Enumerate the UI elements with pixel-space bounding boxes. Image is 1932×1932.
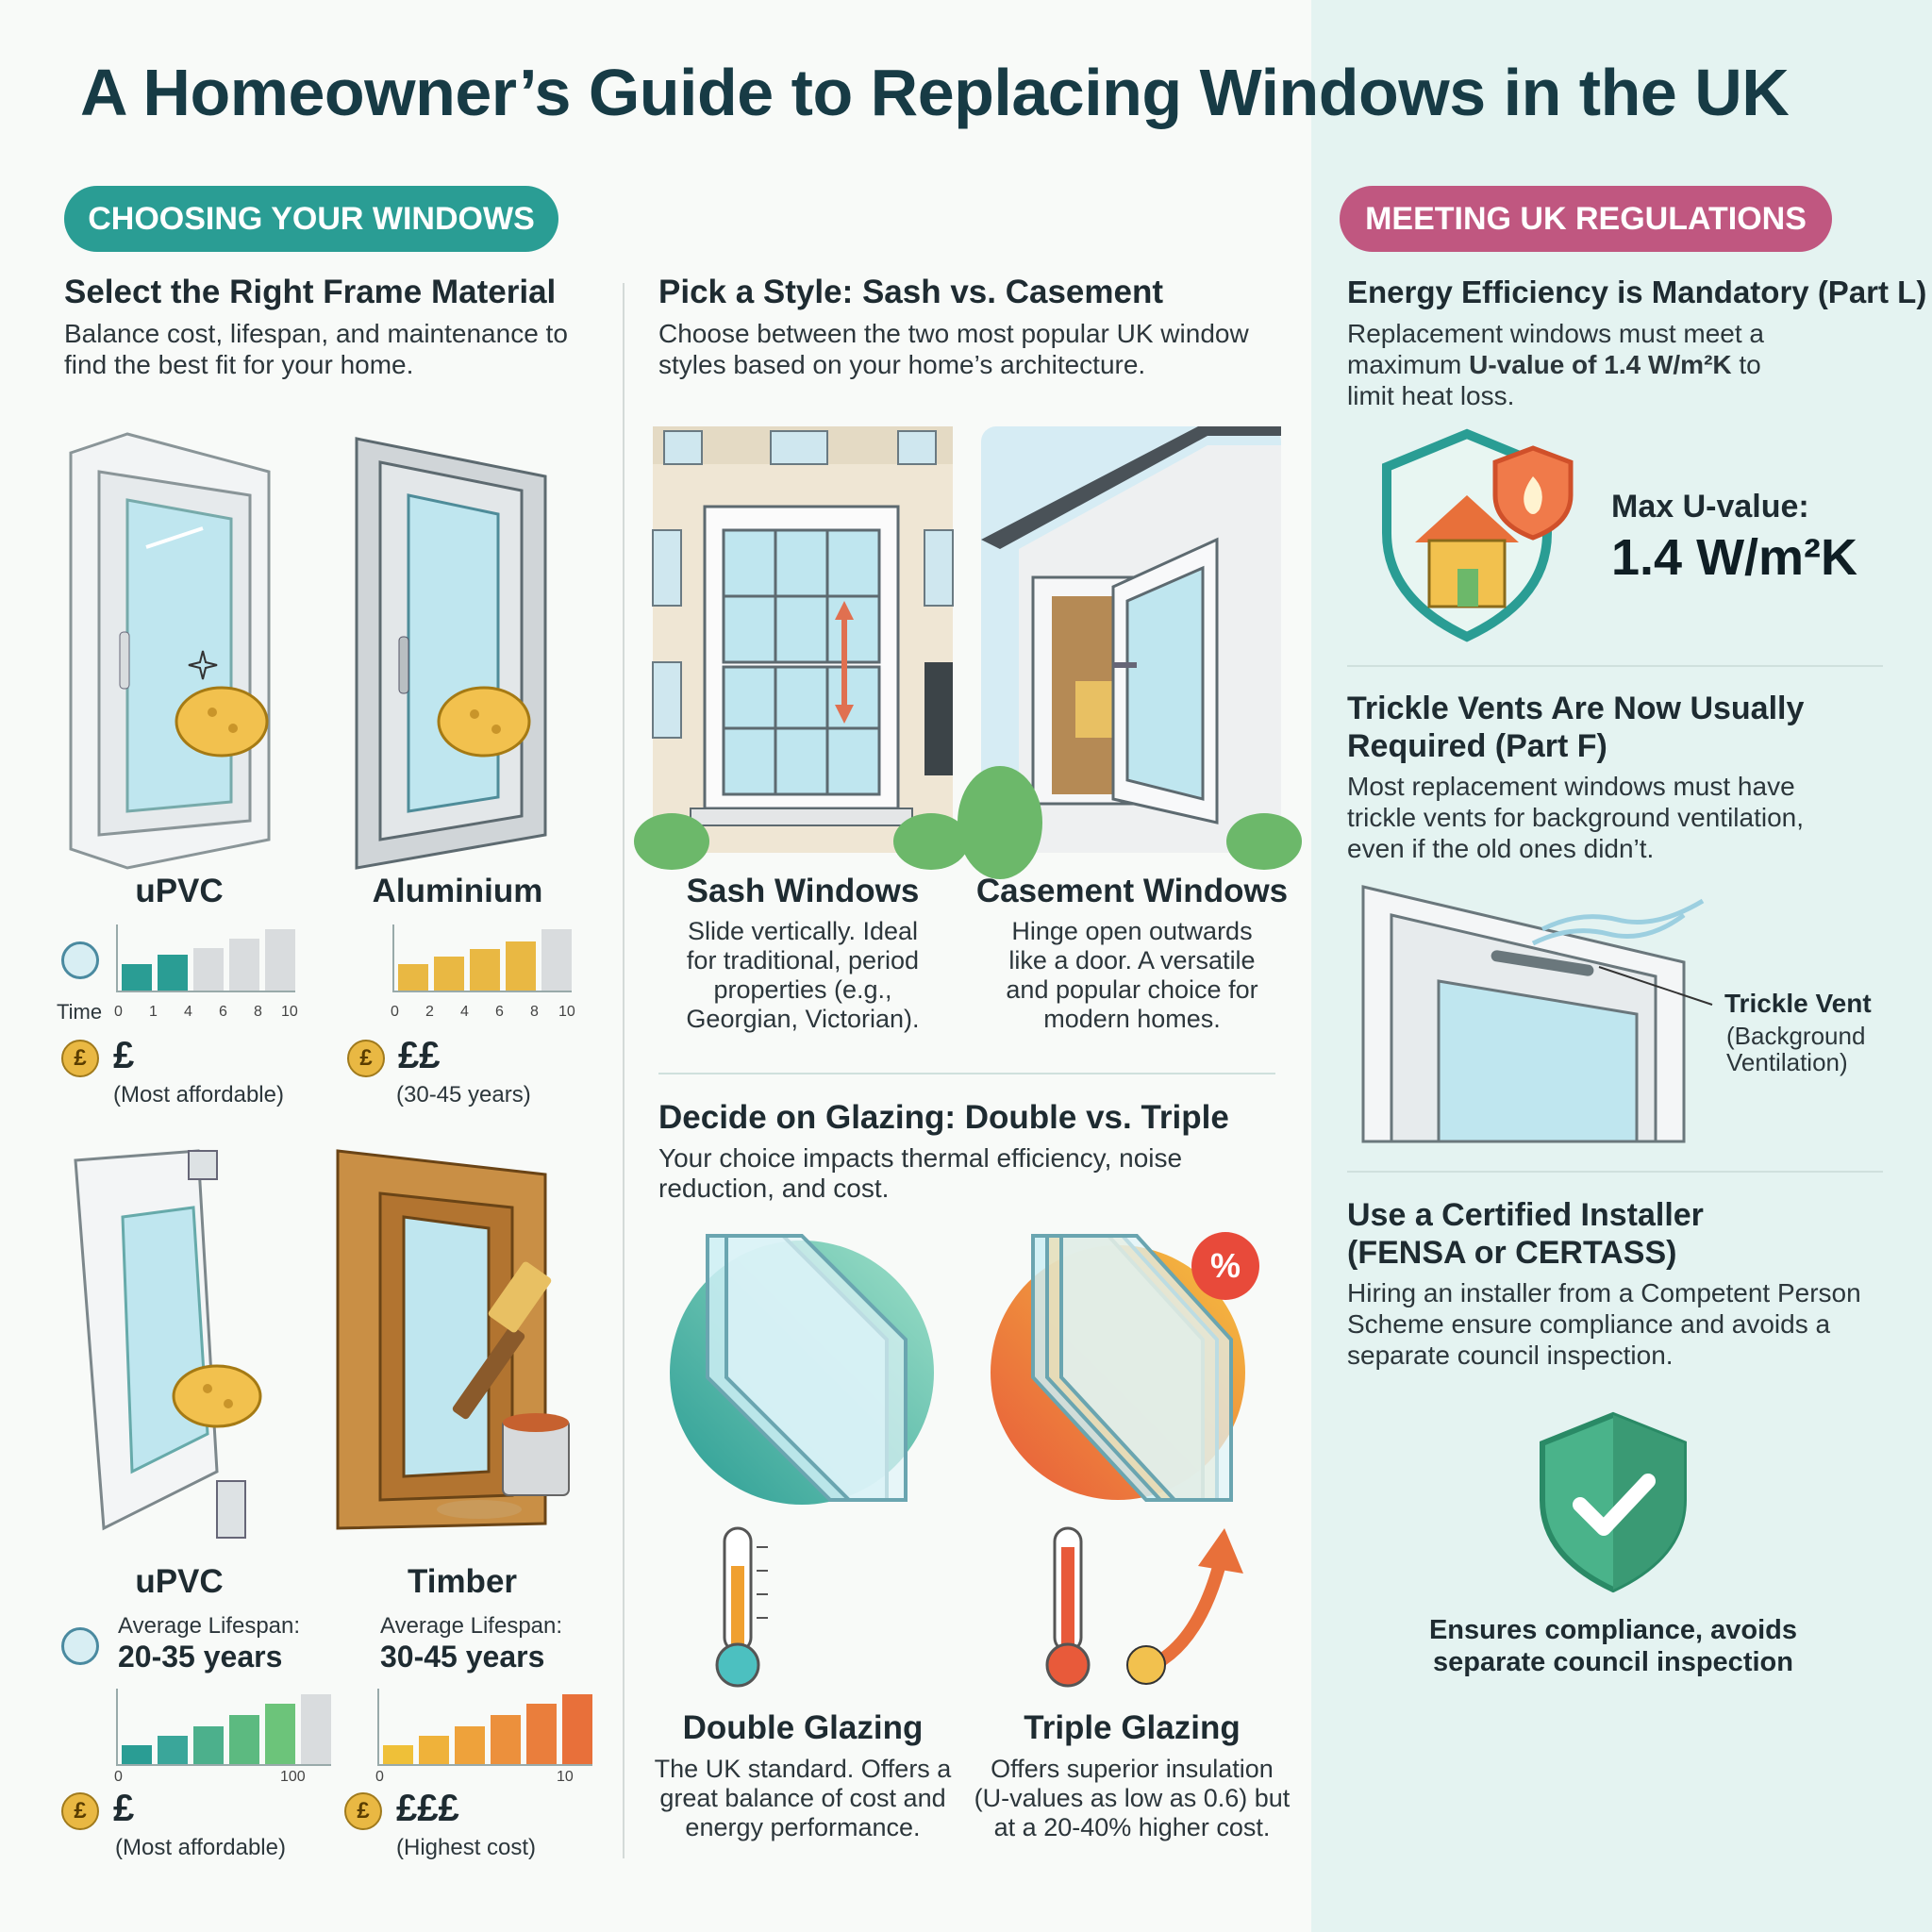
tick: 8: [254, 1004, 262, 1020]
tick: 0: [114, 1769, 123, 1785]
upvc-cost: £: [113, 1035, 135, 1076]
upvc-cost-note-2: (Most affordable): [115, 1835, 286, 1860]
trickle-line1: Most replacement windows must have: [1347, 772, 1795, 801]
tick: 4: [460, 1004, 469, 1020]
trickle-vent-illustration: [1363, 887, 1722, 1141]
sash-window-illustration: [653, 426, 953, 853]
bar: [455, 1726, 485, 1764]
bar: [526, 1704, 557, 1764]
triple-glazing-label: Triple Glazing: [1024, 1709, 1241, 1746]
bar: [562, 1694, 592, 1764]
double-glazing-illustration: [670, 1226, 953, 1509]
installer-line3: separate council inspection.: [1347, 1341, 1674, 1370]
upvc-lifespan-label: Average Lifespan:: [118, 1613, 301, 1639]
timber-lifespan-label: Average Lifespan:: [380, 1613, 563, 1639]
energy-line1: Replacement windows must meet a: [1347, 319, 1764, 348]
casement-desc-4: modern homes.: [1043, 1005, 1221, 1033]
trickle-line2: trickle vents for background ventilation,: [1347, 803, 1805, 832]
installer-heading-2: (FENSA or CERTASS): [1347, 1235, 1677, 1271]
timber-cost-note: (Highest cost): [396, 1835, 537, 1860]
tick: 2: [425, 1004, 434, 1020]
sash-label: Sash Windows: [686, 873, 920, 909]
frame-heading: Select the Right Frame Material: [64, 274, 557, 310]
bar: [122, 1745, 152, 1764]
shield-check-icon: [1533, 1410, 1693, 1594]
time-label: Time: [57, 1000, 103, 1024]
tick: 10: [281, 1004, 298, 1020]
casement-desc-1: Hinge open outwards: [1011, 917, 1253, 945]
bar: [506, 941, 536, 991]
upvc-cost-2: £: [113, 1788, 135, 1829]
sash-desc-2: for traditional, period: [686, 946, 920, 974]
thermometer-icon: [1038, 1528, 1104, 1689]
upvc-lifespan-value: 20-35 years: [118, 1640, 283, 1674]
double-desc-2: great balance of cost and: [659, 1784, 946, 1812]
clock-icon: [61, 941, 99, 979]
upvc-cost-note: (Most affordable): [113, 1082, 284, 1108]
bar: [470, 949, 500, 991]
clock-icon: [61, 1627, 99, 1665]
double-desc-3: energy performance.: [685, 1813, 921, 1841]
bar: [122, 964, 152, 991]
style-heading: Pick a Style: Sash vs. Casement: [658, 274, 1163, 310]
bar: [419, 1736, 449, 1764]
installer-line2: Scheme ensure compliance and avoids a: [1347, 1309, 1831, 1339]
triple-desc-1: Offers superior insulation: [991, 1755, 1274, 1783]
bar: [193, 1726, 224, 1764]
triple-desc-3: at a 20-40% higher cost.: [993, 1813, 1271, 1841]
divider: [658, 1073, 1275, 1074]
max-u-value-label: Max U-value:: [1611, 489, 1809, 525]
upvc-lifespan-bars-2: [116, 1689, 331, 1766]
energy-line2: [1347, 349, 1761, 380]
installer-heading-1: Use a Certified Installer: [1347, 1197, 1704, 1233]
timber-window-illustration: [338, 1151, 592, 1547]
tick: 8: [530, 1004, 539, 1020]
timber-lifespan-value: 30-45 years: [380, 1640, 545, 1674]
trickle-line3: even if the old ones didn’t.: [1347, 834, 1655, 863]
bar: [541, 929, 572, 991]
tick: 4: [184, 1004, 192, 1020]
frame-intro-line2: find the best fit for your home.: [64, 350, 414, 379]
max-u-value: 1.4 W/m²K: [1611, 529, 1858, 586]
tick: 6: [495, 1004, 504, 1020]
aluminium-cost: ££: [398, 1035, 441, 1076]
upvc-label-2: uPVC: [135, 1563, 224, 1600]
tick: 0: [375, 1769, 384, 1785]
casement-window-illustration: [981, 426, 1281, 853]
glazing-intro-line1: Your choice impacts thermal efficiency, noise: [658, 1143, 1183, 1173]
tick: 6: [219, 1004, 227, 1020]
rising-arrow-icon: [1123, 1528, 1245, 1679]
aluminium-cost-note: (30-45 years): [396, 1082, 531, 1108]
pound-coin-icon: £: [61, 1040, 99, 1077]
casement-desc-3: and popular choice for: [1006, 975, 1258, 1004]
trickle-heading-2: Required (Part F): [1347, 728, 1607, 764]
bar: [265, 929, 295, 991]
pound-coin-icon: £: [347, 1040, 385, 1077]
pound-coin-icon: £: [344, 1792, 382, 1830]
sash-desc-3: properties (e.g.,: [713, 975, 892, 1004]
trickle-vent-sub1: (Background: [1726, 1022, 1866, 1050]
casement-label: Casement Windows: [975, 873, 1289, 909]
double-glazing-label: Double Glazing: [682, 1709, 924, 1746]
trickle-vent-label: Trickle Vent: [1724, 989, 1872, 1018]
shield-house-icon: [1377, 429, 1604, 646]
tick: 0: [391, 1004, 399, 1020]
bar: [158, 955, 188, 991]
column-divider: [623, 283, 625, 1858]
style-intro-line1: Choose between the two most popular UK window: [658, 319, 1249, 348]
aluminium-lifespan-bars: [392, 924, 572, 992]
casement-desc-2: like a door. A versatile: [1008, 946, 1256, 974]
timber-lifespan-bars: [377, 1689, 592, 1766]
trickle-heading-1: Trickle Vents Are Now Usually: [1347, 691, 1805, 726]
installer-badge-line2: separate council inspection: [1433, 1647, 1793, 1677]
divider: [1347, 665, 1883, 667]
bar: [229, 1715, 259, 1764]
trickle-vent-sub2: Ventilation): [1726, 1048, 1848, 1076]
upvc-lifespan-bars: [116, 924, 295, 992]
bar: [398, 964, 428, 991]
energy-line2-suffix: to: [1731, 350, 1761, 379]
aluminium-window-illustration: [357, 439, 574, 873]
section-regulations-pill: MEETING UK REGULATIONS: [1340, 186, 1832, 252]
tick: 10: [558, 1004, 575, 1020]
sash-desc-1: Slide vertically. Ideal: [687, 917, 919, 945]
glazing-heading: Decide on Glazing: Double vs. Triple: [658, 1099, 1229, 1136]
percent-badge-icon: [1191, 1232, 1259, 1300]
bar: [434, 957, 464, 991]
bar: [158, 1736, 188, 1764]
double-desc-1: The UK standard. Offers a: [654, 1755, 952, 1783]
pound-coin-icon: £: [61, 1792, 99, 1830]
sash-desc-4: Georgian, Victorian).: [686, 1005, 920, 1033]
frame-intro-line1: Balance cost, lifespan, and maintenance to: [64, 319, 568, 348]
bar: [229, 939, 259, 991]
energy-line3: limit heat loss.: [1347, 381, 1515, 410]
bar: [193, 948, 224, 991]
bar: [301, 1694, 331, 1764]
glazing-intro-line2: reduction, and cost.: [658, 1174, 890, 1203]
bar: [383, 1745, 413, 1764]
energy-line2-prefix: maximum: [1347, 350, 1470, 379]
bar: [265, 1704, 295, 1764]
tick: 1: [149, 1004, 158, 1020]
tick: 0: [114, 1004, 123, 1020]
energy-heading: Energy Efficiency is Mandatory (Part L): [1347, 275, 1927, 309]
percent-symbol: %: [1209, 1246, 1241, 1285]
tick: 100: [280, 1769, 306, 1785]
upvc-profile-illustration: [75, 1151, 302, 1547]
section-choosing-pill: CHOOSING YOUR WINDOWS: [64, 186, 558, 252]
timber-label: Timber: [407, 1563, 518, 1600]
aluminium-label: Aluminium: [372, 873, 543, 909]
upvc-label: uPVC: [135, 873, 224, 909]
energy-line2-bold: U-value of 1.4 W/m²K: [1469, 350, 1732, 379]
tick: 10: [557, 1769, 574, 1785]
sparkle-icon: [189, 651, 217, 679]
installer-badge-line1: Ensures compliance, avoids: [1428, 1615, 1798, 1645]
timber-cost: £££: [396, 1788, 459, 1829]
triple-desc-2: (U-values as low as 0.6) but: [974, 1784, 1291, 1812]
installer-line1: Hiring an installer from a Competent Person: [1347, 1278, 1861, 1307]
style-intro-line2: styles based on your home’s architecture.: [658, 350, 1146, 379]
bar: [491, 1715, 521, 1764]
thermometer-icon: [708, 1528, 774, 1689]
page-title: A Homeowner’s Guide to Replacing Windows in the UK: [80, 56, 1790, 129]
divider: [1347, 1171, 1883, 1173]
